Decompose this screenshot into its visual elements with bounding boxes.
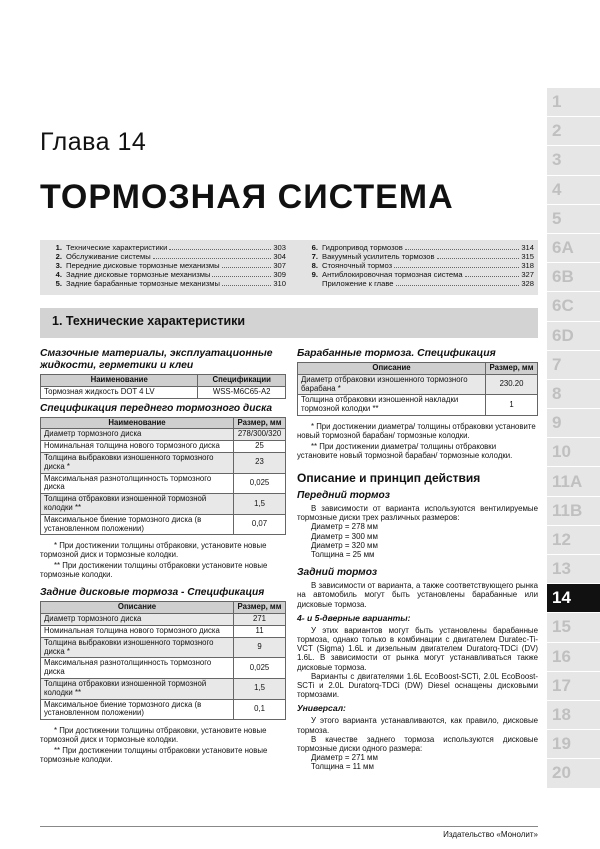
toc-entry[interactable] bbox=[48, 243, 286, 252]
universal-heading: Универсал: bbox=[297, 703, 346, 714]
chapter-tab[interactable]: 1 bbox=[547, 88, 600, 117]
chapter-tab[interactable]: 6A bbox=[547, 234, 600, 263]
table-row bbox=[41, 625, 286, 637]
variant-heading: 4- и 5-дверные варианты: bbox=[297, 612, 411, 623]
table-cell: Толщина отбраковки изношенной накладки тормозной колодки ** bbox=[298, 395, 486, 416]
table-row bbox=[41, 678, 286, 699]
toc-number bbox=[304, 279, 318, 288]
table-cell: Номинальная толщина нового тормозного диска bbox=[41, 441, 234, 453]
paragraph: В зависимости от варианта используются вентилируемые тормозные диски трех различных размеров: bbox=[297, 503, 538, 523]
paragraph: В зависимости от варианта, а также соответствующего рынка на автомобиль могут быть установлены барабанные или дисковые тормоза. bbox=[297, 581, 538, 609]
table-cell: Диаметр отбраковки изношенного тормозного барабана * bbox=[298, 374, 486, 395]
toc-title: Задние дисковые тормозные механизмы bbox=[66, 270, 211, 279]
chapter-tabs bbox=[547, 88, 600, 789]
toc-title: Антиблокировочная тормозная система bbox=[322, 270, 463, 279]
table-of-contents bbox=[40, 240, 538, 295]
chapter-tab[interactable]: 11A bbox=[547, 467, 600, 496]
table-header: Наименование bbox=[41, 375, 198, 387]
table-cell: 23 bbox=[234, 452, 286, 473]
toc-column-left bbox=[48, 243, 286, 288]
table-header: Описание bbox=[298, 363, 486, 375]
chapter-tab[interactable]: 12 bbox=[547, 526, 600, 555]
toc-title: Передние дисковые тормозные механизмы bbox=[66, 261, 220, 270]
table-row bbox=[298, 395, 538, 416]
table-header: Размер, мм bbox=[486, 363, 538, 375]
toc-number: 9. bbox=[311, 270, 318, 279]
table-row bbox=[41, 429, 286, 441]
table-cell: 1 bbox=[486, 395, 538, 416]
table-cell: Диаметр тормозного диска bbox=[41, 429, 234, 441]
toc-leader bbox=[396, 279, 520, 286]
footer-divider bbox=[40, 826, 538, 827]
footnote: * При достижении толщины отбраковки, установите новые тормозной диск и тормозные колодки. bbox=[40, 541, 267, 560]
table-cell: 0,1 bbox=[234, 699, 286, 720]
toc-leader bbox=[212, 270, 271, 277]
paragraph: В качестве заднего тормоза используются дисковые тормозные диски одного размера: bbox=[297, 734, 538, 754]
drum-table bbox=[297, 362, 538, 416]
right-column bbox=[297, 348, 538, 772]
table-cell: 0,025 bbox=[234, 473, 286, 494]
table-cell: 0,025 bbox=[234, 658, 286, 679]
toc-number: 4. bbox=[55, 270, 62, 279]
table-cell: 11 bbox=[234, 625, 286, 637]
list-item: Диаметр = 271 мм bbox=[311, 753, 378, 763]
footnote: * При достижении диаметра/ толщины отбраковки установите новый тормозной барабан/ тормозные колодки. bbox=[297, 421, 536, 440]
chapter-tab[interactable]: 18 bbox=[547, 701, 600, 730]
chapter-tab[interactable]: 4 bbox=[547, 176, 600, 205]
chapter-tab[interactable]: 15 bbox=[547, 613, 600, 642]
rear-disc-table bbox=[40, 601, 286, 720]
toc-page: 309 bbox=[273, 270, 286, 279]
paragraph: Варианты с двигателями 1.6L EcoBoost-SCTi, 2.0L EcoBoost-SCTi и 2.0L Duratorq-TDCi (DW) Diesel оснащены дисковыми тормозами. bbox=[297, 671, 538, 700]
toc-column-right bbox=[304, 243, 534, 288]
chapter-tab[interactable]: 6D bbox=[547, 322, 600, 351]
table-row bbox=[41, 699, 286, 720]
paragraph: У этого варианта устанавливаются, как правило, дисковые тормоза. bbox=[297, 716, 538, 735]
toc-number: 5. bbox=[55, 279, 62, 288]
rear-brake-heading: Задний тормоз bbox=[297, 567, 378, 579]
table-cell: 1,5 bbox=[234, 494, 286, 515]
table-cell: Толщина отбраковки изношенной тормозной колодки ** bbox=[41, 678, 234, 699]
list-item: Диаметр = 320 мм bbox=[311, 540, 378, 550]
toc-title: Задние барабанные тормозные механизмы bbox=[66, 279, 220, 288]
paragraph: У этих вариантов могут быть установлены барабанные тормоза, однако только в комбинации с двигателем Duratec-Ti-VCT (Sigma) 1.6L и дизельным двигателем Duratorq-TDCi (DV) 1.6L. В зависимости от рынка могут устанавливаться также дисковые тормоза. bbox=[297, 625, 538, 672]
toc-title: Гидропривод тормозов bbox=[322, 243, 403, 252]
toc-number: 6. bbox=[311, 243, 318, 252]
table-cell: Диаметр тормозного диска bbox=[41, 614, 234, 626]
toc-number: 7. bbox=[311, 252, 318, 261]
table-cell: Максимальная разнотолщинность тормозного диска bbox=[41, 473, 234, 494]
front-disc-heading: Спецификация переднего тормозного диска bbox=[40, 402, 273, 414]
toc-title: Приложение к главе bbox=[322, 279, 394, 288]
toc-leader bbox=[437, 252, 520, 259]
table-header: Описание bbox=[41, 602, 234, 614]
table-cell: 271 bbox=[234, 614, 286, 626]
left-column bbox=[40, 348, 286, 764]
chapter-tab[interactable]: 8 bbox=[547, 380, 600, 409]
toc-page: 314 bbox=[521, 243, 534, 252]
footnote: * При достижении толщины отбраковки, установите новые тормозной диск и тормозные колодки. bbox=[40, 726, 267, 745]
table-cell: Максимальное биение тормозного диска (в установленном положении) bbox=[41, 514, 234, 535]
table-row bbox=[298, 374, 538, 395]
table-row bbox=[41, 658, 286, 679]
toc-entry[interactable] bbox=[304, 270, 534, 279]
drum-heading: Барабанные тормоза. Спецификация bbox=[297, 348, 496, 359]
toc-page: 327 bbox=[521, 270, 534, 279]
table-cell: 0,07 bbox=[234, 514, 286, 535]
front-disc-table bbox=[40, 417, 286, 536]
toc-number: 1. bbox=[55, 243, 62, 252]
table-row bbox=[41, 386, 286, 398]
toc-leader bbox=[169, 243, 271, 250]
chapter-tab[interactable]: 9 bbox=[547, 409, 600, 438]
table-row bbox=[41, 441, 286, 453]
table-header: Наименование bbox=[41, 417, 234, 429]
table-cell: 1,5 bbox=[234, 678, 286, 699]
toc-entry[interactable] bbox=[304, 279, 534, 288]
toc-page: 304 bbox=[273, 252, 286, 261]
table-row bbox=[41, 494, 286, 515]
toc-page: 315 bbox=[521, 252, 534, 261]
table-header: Размер, мм bbox=[234, 417, 286, 429]
rear-disc-heading: Задние дисковые тормоза - Спецификация bbox=[40, 587, 265, 599]
toc-leader bbox=[222, 279, 271, 286]
table-row bbox=[41, 514, 286, 535]
page-title: ТОРМОЗНАЯ СИСТЕМА bbox=[40, 178, 454, 216]
list-item: Диаметр = 300 мм bbox=[311, 531, 378, 541]
table-row bbox=[41, 452, 286, 473]
lubricants-heading: Смазочные материалы, эксплуатационные жидкости, герметики и клеи bbox=[40, 348, 273, 371]
toc-number: 3. bbox=[55, 261, 62, 270]
chapter-tab[interactable]: 20 bbox=[547, 759, 600, 788]
toc-number: 8. bbox=[311, 261, 318, 270]
chapter-tab[interactable]: 17 bbox=[547, 672, 600, 701]
list-item: Диаметр = 278 мм bbox=[311, 522, 378, 532]
table-cell: Тормозная жидкость DOT 4 LV bbox=[41, 386, 198, 398]
toc-leader bbox=[465, 270, 520, 277]
footnote: ** При достижении толщины отбраковки установите новые тормозные колодки. bbox=[40, 746, 268, 765]
chapter-tab[interactable]: 3 bbox=[547, 146, 600, 175]
toc-entry[interactable] bbox=[304, 252, 534, 261]
chapter-tab[interactable]: 2 bbox=[547, 117, 600, 146]
toc-title: Обслуживание системы bbox=[66, 252, 151, 261]
toc-leader bbox=[405, 243, 520, 250]
section-heading: 1. Технические характеристики bbox=[40, 308, 538, 338]
chapter-tab[interactable]: 10 bbox=[547, 438, 600, 467]
toc-title: Стояночный тормоз bbox=[322, 261, 393, 270]
toc-entry[interactable] bbox=[304, 243, 534, 252]
chapter-tab[interactable]: 13 bbox=[547, 555, 600, 584]
table-cell: 230.20 bbox=[486, 374, 538, 395]
front-brake-heading: Передний тормоз bbox=[297, 489, 390, 501]
chapter-label: Глава 14 bbox=[40, 128, 147, 156]
chapter-tab[interactable]: 11B bbox=[547, 497, 600, 526]
footnote: ** При достижении толщины отбраковки установите новые тормозные колодки. bbox=[40, 561, 268, 580]
table-row bbox=[41, 473, 286, 494]
table-row bbox=[41, 614, 286, 626]
toc-page: 328 bbox=[521, 279, 534, 288]
table-header: Спецификации bbox=[198, 375, 286, 387]
table-cell: Толщина отбраковки изношенной тормозной колодки ** bbox=[41, 494, 234, 515]
table-cell: Максимальная разнотолщинность тормозного диска bbox=[41, 658, 234, 679]
toc-title: Технические характеристики bbox=[66, 243, 168, 252]
chapter-tab[interactable]: 7 bbox=[547, 351, 600, 380]
toc-page: 310 bbox=[273, 279, 286, 288]
table-cell: 25 bbox=[234, 441, 286, 453]
table-cell: Максимальное биение тормозного диска (в установленном положении) bbox=[41, 699, 234, 720]
toc-leader bbox=[222, 261, 272, 268]
table-cell: Толщина выбраковки изношенного тормозного диска * bbox=[41, 452, 234, 473]
toc-page: 307 bbox=[273, 261, 286, 270]
toc-entry[interactable] bbox=[304, 261, 534, 270]
table-cell: Номинальная толщина нового тормозного диска bbox=[41, 625, 234, 637]
table-header: Размер, мм bbox=[234, 602, 286, 614]
toc-entry[interactable] bbox=[48, 279, 286, 288]
chapter-tab[interactable]: 14 bbox=[547, 584, 600, 613]
table-cell: Толщина выбраковки изношенного тормозного диска * bbox=[41, 637, 234, 658]
toc-page: 303 bbox=[273, 243, 286, 252]
table-cell: WSS-M6C65-A2 bbox=[198, 386, 286, 398]
chapter-tab[interactable]: 6B bbox=[547, 263, 600, 292]
chapter-tab[interactable]: 6C bbox=[547, 292, 600, 321]
table-row bbox=[41, 637, 286, 658]
publisher-footer: Издательство «Монолит» bbox=[443, 830, 538, 839]
toc-title: Вакуумный усилитель тормозов bbox=[322, 252, 435, 261]
footnote: ** При достижении диаметра/ толщины отбраковки установите новый тормозной барабан/ тормозные колодки. bbox=[297, 441, 513, 460]
list-item: Толщина = 11 мм bbox=[311, 762, 374, 772]
chapter-tab[interactable]: 5 bbox=[547, 205, 600, 234]
toc-leader bbox=[394, 261, 519, 268]
chapter-tab[interactable]: 16 bbox=[547, 643, 600, 672]
toc-entry[interactable] bbox=[48, 270, 286, 279]
table-cell: 278/300/320 bbox=[234, 429, 286, 441]
toc-page: 318 bbox=[521, 261, 534, 270]
chapter-tab[interactable]: 19 bbox=[547, 730, 600, 759]
description-heading: Описание и принцип действия bbox=[297, 470, 481, 485]
toc-entry[interactable] bbox=[48, 252, 286, 261]
toc-entry[interactable] bbox=[48, 261, 286, 270]
toc-number: 2. bbox=[55, 252, 62, 261]
list-item: Толщина = 25 мм bbox=[311, 550, 375, 559]
lubricants-table bbox=[40, 374, 286, 399]
toc-leader bbox=[153, 252, 272, 259]
table-cell: 9 bbox=[234, 637, 286, 658]
